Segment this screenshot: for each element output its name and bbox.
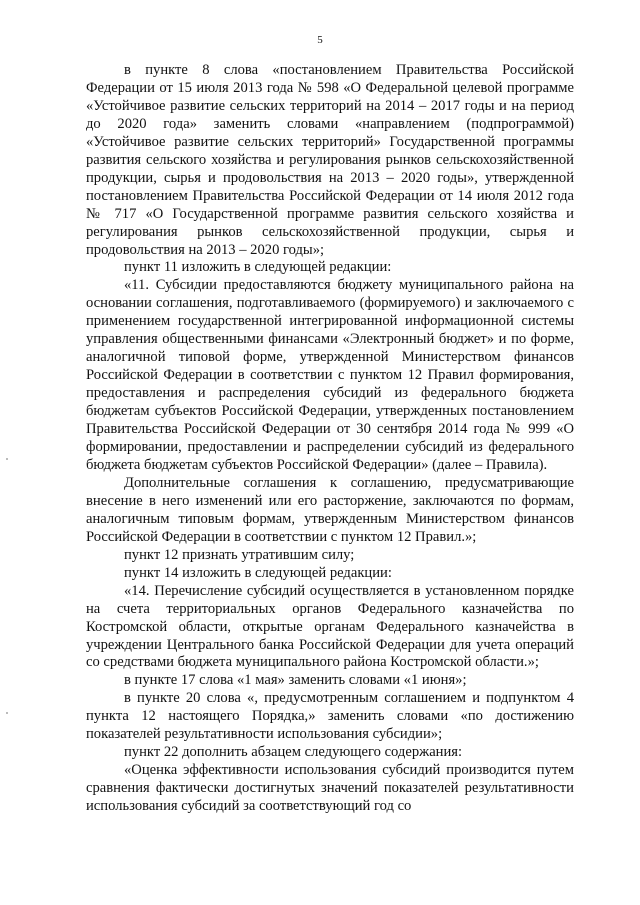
paragraph-clause-8: в пункте 8 слова «постановлением Правительства Российской Федерации от 15 июля 2013 года № 598 «О Федеральной целевой программе «Устойчивое развитие сельских территорий на 2014 – 2017 годы и на период до 2020 года» заменить словами «направлением (подпрограммой) «Устойчивое развитие сельских территорий» Государственной программы развития сельского хозяйства и регулирования рынков сельскохозяйственной продукции, сырья и продовольствия на 2013 – 2020 годы», утвержденной постановлением Правительства Российской Федерации от 14 июля 2012 года № 717 «О Государственной программе развития сельского хозяйства и регулирования рынков сельскохозяйственной продукции, сырья и продовольствия на 2013 – 2020 годы»; — [86, 62, 574, 258]
paragraph-clause-14-intro: пункт 14 изложить в следующей редакции: — [124, 564, 392, 581]
paragraph-clause-20: в пункте 20 слова «, предусмотренным соглашением и подпунктом 4 пункта 12 настоящего Порядка,» заменить словами «по достижению показателей результативности использования субсидии»; — [86, 690, 574, 743]
scan-speck — [6, 712, 8, 714]
paragraph-clause-17: в пункте 17 слова «1 мая» заменить словами «1 июня»; — [124, 672, 467, 689]
paragraph-clause-22-intro: пункт 22 дополнить абзацем следующего содержания: — [124, 744, 463, 761]
body-text — [86, 62, 574, 816]
paragraph-additional-agreements: Дополнительные соглашения к соглашению, предусматривающие внесение в него изменений или его расторжение, заключаются по формам, аналогичным типовым формам, утвержденным Министерством финансов Российской Федерации в соответствии с пунктом 12 Правил.»; — [86, 474, 574, 545]
paragraph-clause-11-intro: пункт 11 изложить в следующей редакции: — [124, 259, 392, 276]
paragraph-clause-11-text: «11. Субсидии предоставляются бюджету муниципального района на основании соглашения, подготавливаемого (формируемого) и заключаемого с применением государственной интегрированной информационной системы управления общественными финансами «Электронный бюджет» и по форме, аналогичной типовой форме, утвержденной Министерством финансов Российской Федерации в соответствии с пунктом 12 Правил формирования, предоставления и распределения субсидий из федерального бюджета бюджетам субъектов Российской Федерации, утвержденных постановлением Правительства Российской Федерации от 30 сентября 2014 года № 999 «О формировании, предоставлении и распределении субсидий из федерального бюджета бюджетам субъектов Российской Федерации» (далее – Правила). — [86, 277, 574, 473]
paragraph-clause-22-text: «Оценка эффективности использования субсидий производится путем сравнения фактически достигнутых значений показателей результативности использования субсидий за соответствующий год со — [86, 762, 574, 815]
scan-speck — [6, 458, 8, 460]
paragraph-clause-14-text: «14. Перечисление субсидий осуществляется в установленном порядке на счета территориальных органов Федерального казначейства по Костромской области, открытые органам Федерального казначейства в учреждении Центрального банка Российской Федерации для учета операций со средствами бюджета муниципального района Костромской области.»; — [86, 582, 574, 671]
paragraph-clause-12: пункт 12 признать утратившим силу; — [124, 546, 355, 563]
page-number: 5 — [317, 34, 323, 46]
